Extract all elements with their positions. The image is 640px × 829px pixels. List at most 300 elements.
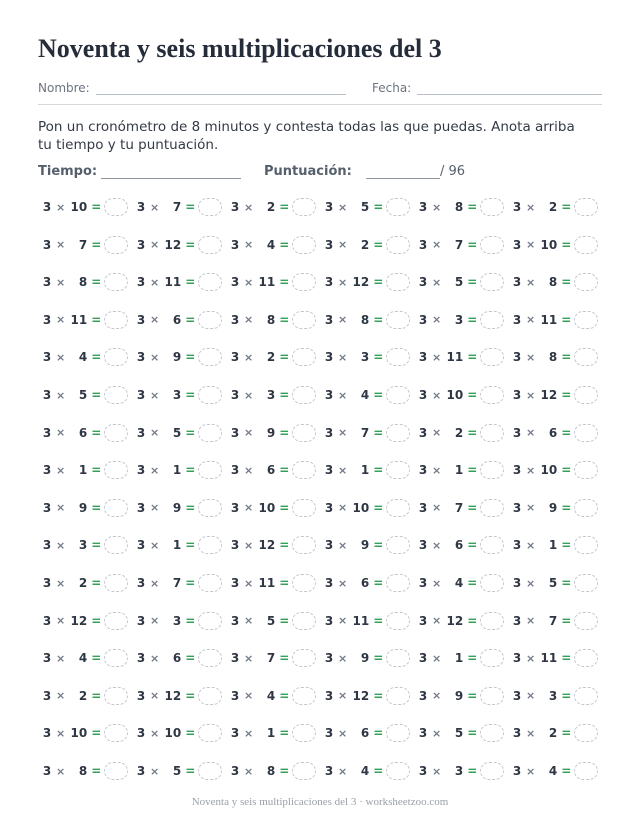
problem-item (418, 761, 504, 781)
answer-box[interactable] (292, 499, 316, 517)
answer-box[interactable] (104, 687, 128, 705)
answer-box[interactable] (480, 198, 504, 216)
answer-box[interactable] (198, 348, 222, 366)
answer-box[interactable] (574, 574, 598, 592)
answer-box[interactable] (574, 499, 598, 517)
multiplier: 11 (70, 312, 88, 327)
multiplier: 8 (78, 275, 88, 290)
times-sign: × (244, 614, 254, 628)
answer-box[interactable] (574, 612, 598, 630)
multiplier: 5 (360, 200, 370, 214)
equals-sign: = (279, 576, 290, 590)
multiplier: 1 (78, 463, 88, 478)
answer-box[interactable] (292, 198, 316, 216)
answer-box[interactable] (574, 348, 598, 366)
factor: 3 (136, 500, 146, 515)
problem-item (324, 648, 410, 668)
answer-box[interactable] (480, 424, 504, 442)
times-sign: × (338, 764, 348, 778)
problem-item (418, 310, 504, 330)
answer-box[interactable] (104, 724, 128, 742)
equals-sign: = (373, 688, 384, 703)
multiplier: 6 (360, 576, 370, 590)
equals-sign: = (467, 726, 478, 741)
times-sign: × (56, 200, 66, 214)
equals-sign: = (91, 651, 102, 666)
problem-item (512, 648, 598, 668)
factor: 3 (230, 350, 240, 365)
answer-box[interactable] (292, 536, 316, 554)
multiplier: 7 (548, 613, 558, 628)
answer-box[interactable] (198, 574, 222, 592)
equals-sign: = (185, 463, 196, 478)
answer-box[interactable] (480, 649, 504, 667)
answer-box[interactable] (480, 724, 504, 742)
answer-box[interactable] (574, 724, 598, 742)
answer-box[interactable] (386, 687, 410, 705)
factor: 3 (512, 237, 522, 252)
answer-box[interactable] (386, 198, 410, 216)
multiplier: 12 (164, 237, 182, 252)
answer-box[interactable] (386, 236, 410, 254)
multiplier: 2 (454, 425, 464, 440)
problem-item (42, 423, 128, 443)
equals-sign: = (373, 726, 384, 741)
equals-sign: = (561, 312, 572, 327)
answer-box[interactable] (574, 198, 598, 216)
multiplier: 4 (266, 688, 276, 703)
multiplier: 12 (352, 275, 370, 290)
equals-sign: = (561, 576, 572, 590)
times-sign: × (244, 651, 254, 665)
problem-item (324, 498, 410, 518)
multiplier: 1 (266, 726, 276, 741)
problem-item (136, 385, 222, 405)
answer-box[interactable] (574, 386, 598, 404)
times-sign: × (338, 501, 348, 515)
answer-box[interactable] (480, 236, 504, 254)
times-sign: × (150, 726, 160, 740)
answer-box[interactable] (104, 574, 128, 592)
answer-box[interactable] (292, 612, 316, 630)
multiplier: 7 (454, 500, 464, 515)
equals-sign: = (279, 463, 290, 478)
problem-item (230, 272, 316, 292)
answer-box[interactable] (198, 424, 222, 442)
factor: 3 (324, 200, 334, 214)
multiplier: 2 (548, 726, 558, 741)
problem-item (136, 761, 222, 781)
times-sign: × (432, 614, 442, 628)
factor: 3 (42, 726, 52, 741)
times-sign: × (526, 764, 536, 778)
multiplier: 7 (172, 200, 182, 214)
times-sign: × (244, 576, 254, 590)
answer-box[interactable] (386, 724, 410, 742)
times-sign: × (432, 651, 442, 665)
times-sign: × (244, 463, 254, 477)
answer-box[interactable] (198, 386, 222, 404)
answer-box[interactable] (386, 386, 410, 404)
answer-box[interactable] (480, 461, 504, 479)
answer-box[interactable] (386, 273, 410, 291)
problem-item (230, 235, 316, 255)
times-sign: × (432, 726, 442, 740)
answer-box[interactable] (480, 574, 504, 592)
problem-item (324, 272, 410, 292)
answer-box[interactable] (292, 762, 316, 780)
answer-box[interactable] (198, 687, 222, 705)
equals-sign: = (279, 651, 290, 666)
multiplier: 11 (164, 275, 182, 290)
multiplier: 1 (360, 463, 370, 478)
times-sign: × (338, 388, 348, 402)
multiplier: 2 (266, 350, 276, 365)
multiplier: 1 (172, 538, 182, 553)
name-field[interactable] (38, 80, 346, 95)
times-sign: × (338, 426, 348, 440)
factor: 3 (42, 688, 52, 703)
multiplier: 6 (266, 463, 276, 478)
answer-box[interactable] (480, 386, 504, 404)
equals-sign: = (561, 388, 572, 402)
equals-sign: = (185, 613, 196, 628)
equals-sign: = (185, 312, 196, 327)
multiplier: 4 (360, 388, 370, 402)
answer-box[interactable] (104, 386, 128, 404)
problem-item (512, 235, 598, 255)
problem-item (136, 686, 222, 706)
problem-item (136, 460, 222, 480)
factor: 3 (418, 500, 428, 515)
answer-box[interactable] (574, 424, 598, 442)
date-line[interactable] (417, 80, 602, 95)
answer-box[interactable] (104, 461, 128, 479)
factor: 3 (136, 764, 146, 778)
multiplier: 3 (454, 764, 464, 778)
multiplier: 12 (70, 613, 88, 628)
equals-sign: = (467, 651, 478, 666)
time-line[interactable] (101, 165, 241, 179)
times-sign: × (432, 689, 442, 703)
answer-box[interactable] (292, 724, 316, 742)
times-sign: × (150, 426, 160, 440)
factor: 3 (42, 200, 52, 214)
equals-sign: = (373, 576, 384, 590)
answer-box[interactable] (480, 348, 504, 366)
times-sign: × (244, 426, 254, 440)
problem-item (230, 347, 316, 367)
times-sign: × (526, 538, 536, 552)
multiplier: 2 (266, 200, 276, 214)
equals-sign: = (373, 538, 384, 553)
answer-box[interactable] (480, 536, 504, 554)
factor: 3 (136, 275, 146, 290)
problem-item (512, 611, 598, 631)
equals-sign: = (561, 463, 572, 478)
multiplier: 11 (352, 613, 370, 628)
answer-box[interactable] (386, 499, 410, 517)
answer-box[interactable] (386, 649, 410, 667)
equals-sign: = (467, 388, 478, 402)
problem-item (324, 723, 410, 743)
multiplier: 9 (172, 500, 182, 515)
answer-box[interactable] (292, 311, 316, 329)
answer-box[interactable] (480, 273, 504, 291)
equals-sign: = (279, 613, 290, 628)
times-sign: × (432, 426, 442, 440)
answer-box[interactable] (574, 311, 598, 329)
answer-box[interactable] (292, 348, 316, 366)
equals-sign: = (279, 726, 290, 741)
answer-box[interactable] (480, 311, 504, 329)
equals-sign: = (561, 764, 572, 778)
problem-item (42, 648, 128, 668)
answer-box[interactable] (104, 612, 128, 630)
answer-box[interactable] (292, 649, 316, 667)
times-sign: × (338, 238, 348, 252)
times-sign: × (338, 651, 348, 665)
answer-box[interactable] (104, 536, 128, 554)
multiplier: 10 (70, 726, 88, 741)
answer-box[interactable] (480, 762, 504, 780)
problem-item (324, 423, 410, 443)
multiplier: 3 (266, 388, 276, 402)
times-sign: × (56, 275, 66, 289)
name-line[interactable] (96, 80, 346, 95)
multiplier: 10 (446, 388, 464, 402)
answer-box[interactable] (104, 499, 128, 517)
problem-item (230, 573, 316, 593)
factor: 3 (418, 764, 428, 778)
equals-sign: = (373, 350, 384, 365)
problem-item (512, 723, 598, 743)
date-field[interactable] (372, 80, 602, 95)
answer-box[interactable] (198, 612, 222, 630)
times-sign: × (338, 576, 348, 590)
answer-box[interactable] (480, 687, 504, 705)
equals-sign: = (185, 500, 196, 515)
problem-item (324, 611, 410, 631)
answer-box[interactable] (386, 536, 410, 554)
answer-box[interactable] (198, 236, 222, 254)
factor: 3 (42, 651, 52, 666)
problem-item (230, 423, 316, 443)
equals-sign: = (373, 463, 384, 478)
factor: 3 (230, 651, 240, 666)
times-sign: × (432, 538, 442, 552)
equals-sign: = (467, 275, 478, 290)
answer-box[interactable] (574, 536, 598, 554)
date-label: Fecha: (372, 81, 412, 95)
multiplier: 12 (258, 538, 276, 553)
answer-box[interactable] (104, 649, 128, 667)
equals-sign: = (91, 726, 102, 741)
score-field[interactable] (264, 164, 440, 179)
answer-box[interactable] (104, 236, 128, 254)
multiplier: 9 (454, 688, 464, 703)
factor: 3 (418, 651, 428, 666)
factor: 3 (418, 576, 428, 590)
times-sign: × (244, 764, 254, 778)
times-sign: × (56, 238, 66, 252)
problem-item (136, 310, 222, 330)
answer-box[interactable] (386, 574, 410, 592)
answer-box[interactable] (198, 724, 222, 742)
score-label: Puntuación: (264, 164, 352, 179)
times-sign: × (56, 426, 66, 440)
multiplier: 10 (352, 500, 370, 515)
answer-box[interactable] (104, 311, 128, 329)
times-sign: × (526, 275, 536, 289)
answer-box[interactable] (198, 461, 222, 479)
times-sign: × (244, 501, 254, 515)
factor: 3 (324, 651, 334, 666)
answer-box[interactable] (198, 198, 222, 216)
equals-sign: = (91, 200, 102, 214)
equals-sign: = (373, 275, 384, 290)
equals-sign: = (467, 312, 478, 327)
factor: 3 (418, 538, 428, 553)
multiplier: 8 (266, 312, 276, 327)
times-sign: × (526, 726, 536, 740)
answer-box[interactable] (574, 236, 598, 254)
answer-box[interactable] (198, 499, 222, 517)
answer-box[interactable] (480, 499, 504, 517)
answer-box[interactable] (198, 273, 222, 291)
answer-box[interactable] (386, 424, 410, 442)
factor: 3 (324, 500, 334, 515)
times-sign: × (338, 689, 348, 703)
answer-box[interactable] (104, 348, 128, 366)
equals-sign: = (91, 500, 102, 515)
answer-box[interactable] (386, 612, 410, 630)
equals-sign: = (91, 688, 102, 703)
equals-sign: = (373, 613, 384, 628)
times-sign: × (150, 614, 160, 628)
factor: 3 (324, 576, 334, 590)
factor: 3 (42, 312, 52, 327)
problem-item (324, 310, 410, 330)
factor: 3 (512, 350, 522, 365)
answer-box[interactable] (104, 198, 128, 216)
answer-box[interactable] (480, 612, 504, 630)
problem-item (512, 347, 598, 367)
multiplier: 4 (454, 576, 464, 590)
multiplier: 6 (360, 726, 370, 741)
answer-box[interactable] (574, 461, 598, 479)
equals-sign: = (373, 200, 384, 214)
times-sign: × (150, 238, 160, 252)
answer-box[interactable] (104, 762, 128, 780)
answer-box[interactable] (292, 574, 316, 592)
answer-box[interactable] (574, 649, 598, 667)
times-sign: × (244, 388, 254, 402)
equals-sign: = (185, 388, 196, 402)
multiplier: 12 (352, 688, 370, 703)
factor: 3 (42, 613, 52, 628)
problem-item (230, 611, 316, 631)
times-sign: × (56, 313, 66, 327)
factor: 3 (230, 538, 240, 553)
factor: 3 (512, 576, 522, 590)
problem-item (418, 686, 504, 706)
answer-box[interactable] (292, 236, 316, 254)
factor: 3 (230, 764, 240, 778)
answer-box[interactable] (386, 348, 410, 366)
answer-box[interactable] (292, 273, 316, 291)
equals-sign: = (279, 312, 290, 327)
equals-sign: = (91, 388, 102, 402)
answer-box[interactable] (386, 311, 410, 329)
factor: 3 (418, 613, 428, 628)
multiplier: 1 (454, 651, 464, 666)
answer-box[interactable] (574, 687, 598, 705)
answer-box[interactable] (292, 386, 316, 404)
answer-box[interactable] (386, 461, 410, 479)
answer-box[interactable] (292, 461, 316, 479)
answer-box[interactable] (104, 273, 128, 291)
equals-sign: = (561, 726, 572, 741)
answer-box[interactable] (292, 424, 316, 442)
equals-sign: = (467, 764, 478, 778)
header-divider (38, 104, 602, 105)
answer-box[interactable] (198, 762, 222, 780)
answer-box[interactable] (198, 311, 222, 329)
answer-box[interactable] (198, 649, 222, 667)
equals-sign: = (279, 388, 290, 402)
answer-box[interactable] (198, 536, 222, 554)
problem-item (512, 535, 598, 555)
times-sign: × (56, 689, 66, 703)
equals-sign: = (185, 726, 196, 741)
factor: 3 (418, 726, 428, 741)
problem-item (324, 385, 410, 405)
instructions-text: Pon un cronómetro de 8 minutos y contesta todas las que puedas. Anota arriba tu tiempo y tu puntuación. (38, 119, 575, 153)
time-field[interactable] (38, 164, 241, 179)
factor: 3 (324, 275, 334, 290)
answer-box[interactable] (292, 687, 316, 705)
factor: 3 (512, 613, 522, 628)
problem-item (230, 761, 316, 781)
equals-sign: = (373, 764, 384, 778)
problem-item (42, 686, 128, 706)
problem-item (230, 385, 316, 405)
answer-box[interactable] (386, 762, 410, 780)
equals-sign: = (561, 688, 572, 703)
times-sign: × (338, 463, 348, 477)
equals-sign: = (279, 764, 290, 778)
name-label: Nombre: (38, 81, 90, 95)
factor: 3 (230, 425, 240, 440)
factor: 3 (324, 538, 334, 553)
equals-sign: = (373, 237, 384, 252)
multiplier: 1 (548, 538, 558, 553)
equals-sign: = (467, 688, 478, 703)
multiplier: 12 (446, 613, 464, 628)
multiplier: 8 (360, 312, 370, 327)
score-line[interactable] (366, 165, 440, 179)
factor: 3 (42, 764, 52, 778)
factor: 3 (324, 613, 334, 628)
multiplier: 11 (258, 576, 276, 590)
problem-item (418, 648, 504, 668)
equals-sign: = (185, 200, 196, 214)
answer-box[interactable] (574, 273, 598, 291)
factor: 3 (512, 726, 522, 741)
answer-box[interactable] (104, 424, 128, 442)
answer-box[interactable] (574, 762, 598, 780)
